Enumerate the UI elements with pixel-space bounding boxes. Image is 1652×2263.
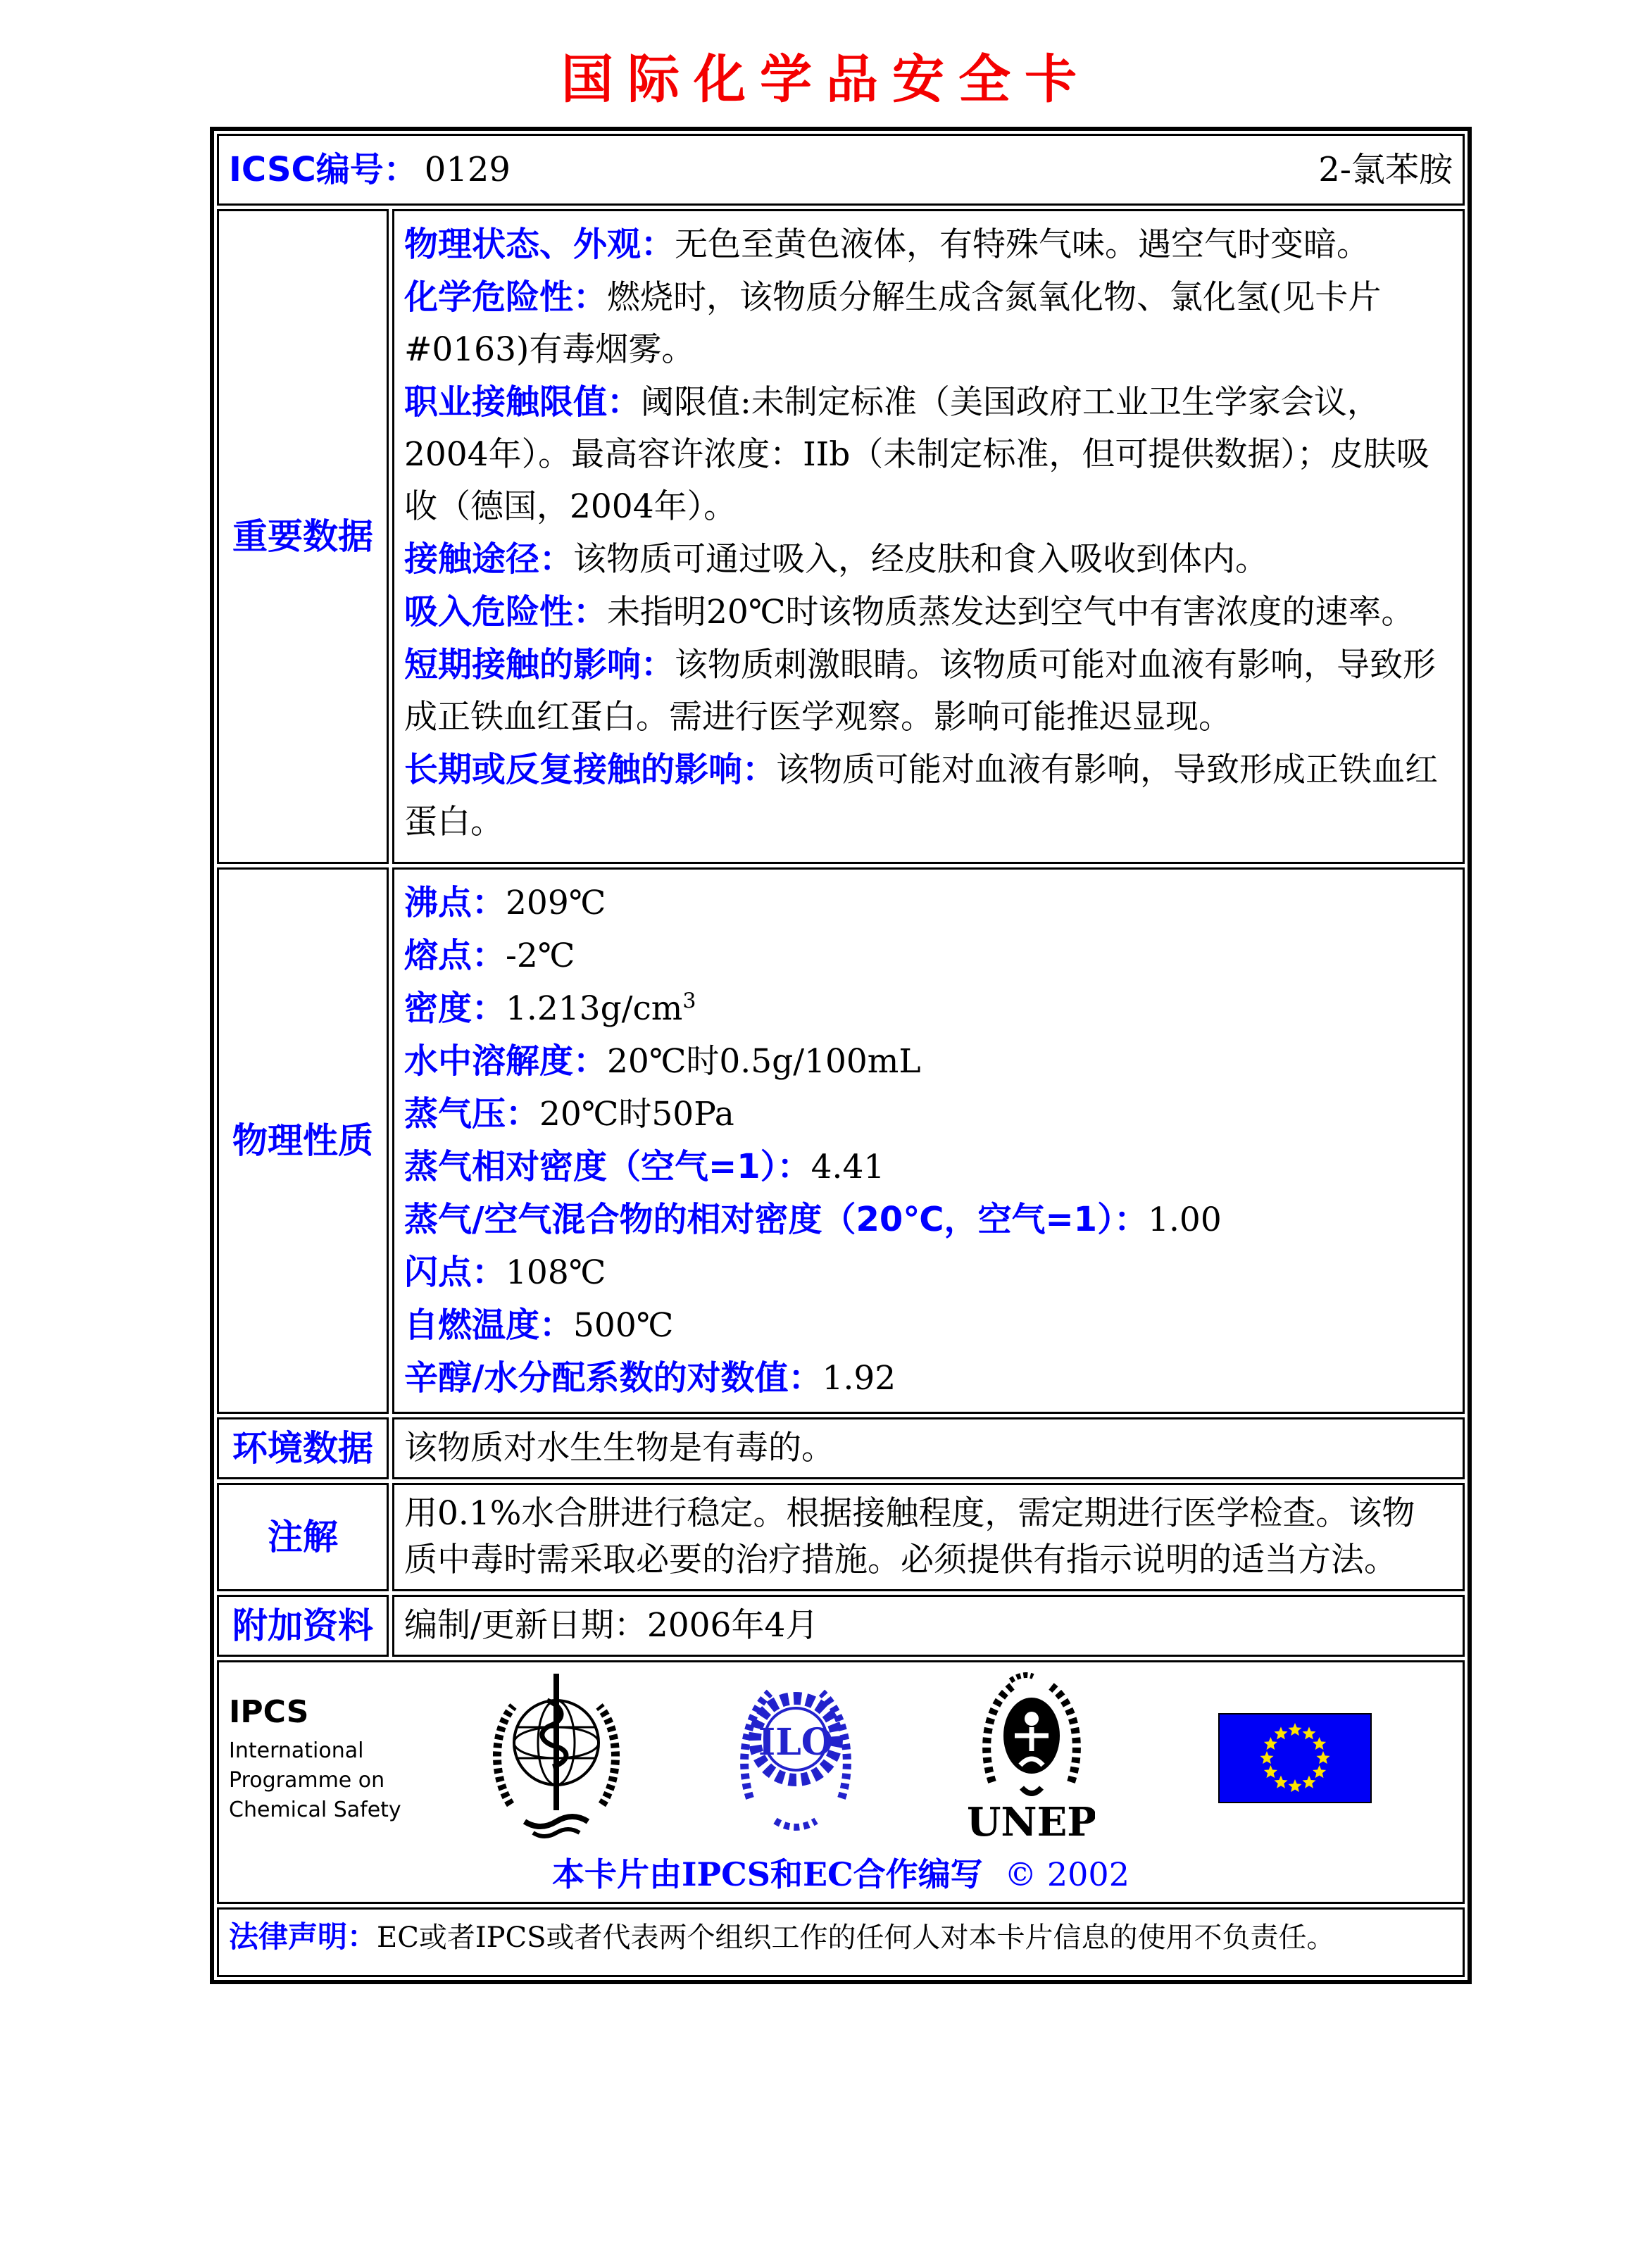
field-label: 短期接触的影响： [404, 645, 675, 684]
section-content-notes: 用0.1%水合肼进行稳定。根据接触程度，需定期进行医学检查。该物质中毒时需采取必要的治疗措施。必须提供有指示说明的适当方法。 [392, 1483, 1465, 1591]
section-content-additional-info: 编制/更新日期：2006年4月 [392, 1595, 1465, 1657]
property-value: 20℃时50Pa [539, 1095, 734, 1134]
unep-logo-icon [968, 1669, 1095, 1850]
property-label: 密度： [404, 989, 506, 1028]
ipcs-line: Programme on [229, 1768, 385, 1793]
ilo-logo-icon [736, 1674, 856, 1845]
property-line [404, 1352, 1447, 1405]
logos-strip [229, 1669, 1453, 1850]
property-line [404, 1035, 1447, 1088]
section-label-important-data: 重要数据 [217, 209, 389, 864]
field-value: 阈限值:未制定标准（美国政府工业卫生学家会议，2004年）。最高容许浓度：IIb（未制定标准，但可提供数据）；皮肤吸收（德国，2004年）。 [404, 383, 1429, 526]
property-value-superscript: 3 [682, 989, 696, 1014]
footer-logos-row [217, 1660, 1465, 1904]
property-line [404, 877, 1447, 929]
field-value: 燃烧时，该物质分解生成含氮氧化物、氯化氢(见卡片 #0163)有毒烟雾。 [404, 278, 1382, 369]
field-label: 长期或反复接触的影响： [404, 750, 777, 789]
field-label: 化学危险性： [404, 277, 608, 317]
field-value: 该物质可通过吸入，经皮肤和食入吸收到体内。 [573, 540, 1269, 579]
icsc-card [210, 127, 1472, 1984]
property-line [404, 1193, 1447, 1246]
section-row-additional-info [217, 1595, 1465, 1657]
section-content-important-data [392, 209, 1465, 864]
property-label: 熔点： [404, 936, 506, 975]
section-content-environmental-data: 该物质对水生生物是有毒的。 [392, 1417, 1465, 1479]
property-label: 自燃温度： [404, 1305, 574, 1345]
icsc-number-label: ICSC编号： [229, 150, 418, 189]
footer-caption-text: 本卡片由IPCS和EC合作编写 [552, 1855, 983, 1893]
property-label: 蒸气相对密度（空气=1）： [404, 1147, 811, 1186]
property-line [404, 1246, 1447, 1299]
ipcs-text-block [229, 1694, 405, 1825]
property-value: 108℃ [506, 1253, 606, 1292]
property-line [404, 982, 1447, 1035]
section-label-physical-properties: 物理性质 [217, 867, 389, 1414]
property-value: 4.41 [811, 1148, 885, 1186]
icsc-number-group [229, 150, 511, 189]
legal-text: EC或者IPCS或者代表两个组织工作的任何人对本卡片信息的使用不负责任。 [377, 1922, 1335, 1954]
section-row-physical-properties [217, 867, 1465, 1414]
section-content-physical-properties [392, 867, 1465, 1414]
eu-flag-icon [1218, 1713, 1372, 1806]
property-label: 蒸气压： [404, 1094, 540, 1134]
field-label: 物理状态、外观： [404, 225, 675, 264]
property-line [404, 929, 1447, 982]
field-value: 无色至黄色液体，有特殊气味。遇空气时变暗。 [675, 225, 1370, 264]
field-paragraph [404, 586, 1447, 639]
ipcs-title: IPCS [229, 1694, 309, 1730]
footer-caption [229, 1855, 1453, 1893]
section-label-notes: 注解 [217, 1483, 389, 1591]
section-label-environmental-data: 环境数据 [217, 1417, 389, 1479]
property-label: 水中溶解度： [404, 1041, 608, 1081]
property-value: 1.00 [1148, 1201, 1222, 1239]
property-value: 209℃ [506, 884, 606, 922]
property-line [404, 1141, 1447, 1193]
property-value: 500℃ [573, 1306, 674, 1345]
chemical-name: 2-氯苯胺 [1318, 150, 1453, 189]
section-label-additional-info: 附加资料 [217, 1595, 389, 1657]
field-label: 吸入危险性： [404, 592, 608, 632]
page-title: 国际化学品安全卡 [561, 49, 1091, 110]
header-row [217, 134, 1465, 206]
header-cell [217, 134, 1465, 206]
legal-row [217, 1907, 1465, 1977]
field-paragraph [404, 271, 1447, 376]
section-row-important-data [217, 209, 1465, 864]
ilo-letters: ILO [758, 1721, 834, 1764]
field-paragraph [404, 218, 1447, 271]
legal-label: 法律声明： [229, 1919, 377, 1954]
ipcs-line: Chemical Safety [229, 1798, 401, 1822]
property-label: 沸点： [404, 883, 506, 922]
property-value: 1.213g/cm [506, 989, 683, 1028]
property-label: 辛醇/水分配系数的对数值： [404, 1358, 822, 1398]
footer-logos-cell [217, 1660, 1465, 1904]
ipcs-line: International [229, 1738, 364, 1763]
field-paragraph [404, 533, 1447, 586]
field-label: 接触途径： [404, 539, 574, 579]
footer-copyright: © 2002 [1004, 1855, 1130, 1893]
property-line [404, 1088, 1447, 1141]
field-label: 职业接触限值： [404, 382, 642, 422]
legal-cell [217, 1907, 1465, 1977]
field-value: 该物质刺激眼睛。该物质可能对血液有影响，导致形成正铁血红蛋白。需进行医学观察。影响可能推迟显现。 [404, 646, 1437, 736]
property-value: 20℃时0.5g/100mL [607, 1042, 921, 1081]
section-row-notes [217, 1483, 1465, 1591]
property-value: -2℃ [506, 936, 575, 975]
property-value: 1.92 [822, 1359, 896, 1398]
field-paragraph [404, 376, 1447, 533]
property-label: 蒸气/空气混合物的相对密度（20℃，空气=1）： [404, 1200, 1149, 1239]
unep-letters: UNEP [968, 1799, 1095, 1845]
section-row-environmental-data [217, 1417, 1465, 1479]
field-value: 未指明20℃时该物质蒸发达到空气中有害浓度的速率。 [607, 593, 1415, 632]
field-value: 该物质可能对血液有影响，导致形成正铁血红蛋白。 [404, 751, 1439, 841]
property-label: 闪点： [404, 1253, 506, 1292]
field-paragraph [404, 639, 1447, 744]
field-paragraph [404, 744, 1447, 848]
icsc-number-value: 0129 [424, 150, 511, 189]
property-line [404, 1299, 1447, 1352]
who-logo-icon [482, 1669, 630, 1850]
